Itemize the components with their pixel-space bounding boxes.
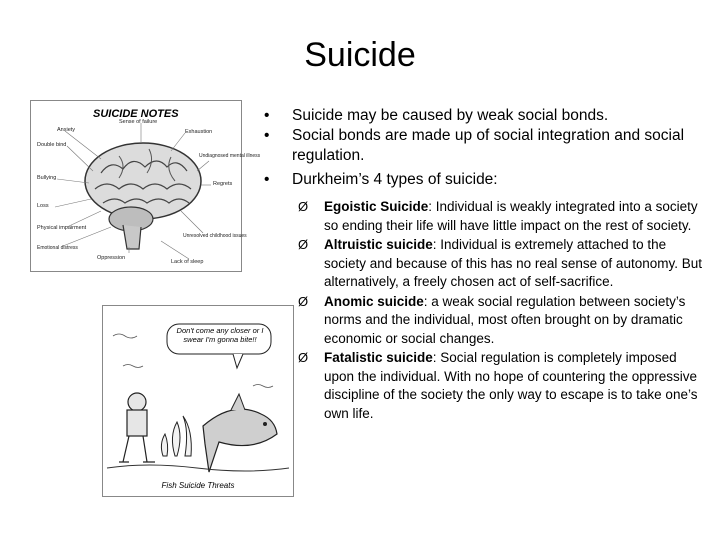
slide-title: Suicide <box>304 36 416 74</box>
arrow-marker: Ø <box>298 350 309 365</box>
brain-label: Undiagnosed mental illness <box>199 153 261 159</box>
suicide-type-desc: : Individual is extremely attached to the society and because of this has no real sense of autonomy. But alternatively, a freely chosen act of self-sacrifice. <box>324 237 702 289</box>
bullet-marker: • <box>264 127 270 144</box>
suicide-type-term: Egoistic Suicide <box>324 199 429 214</box>
brain-heading: SUICIDE NOTES <box>93 108 179 120</box>
suicide-notes-brain-image <box>30 100 261 272</box>
cartoon-speech: Don't come any closer or I swear I'm gonna bite!! <box>176 326 264 344</box>
bullet-marker: • <box>264 171 270 188</box>
brain-label: Anxiety <box>57 127 76 133</box>
suicide-type-item <box>262 236 702 292</box>
suicide-type-term: Fatalistic suicide <box>324 350 433 365</box>
arrow-marker: Ø <box>298 199 309 214</box>
brain-label: Oppression <box>97 255 126 261</box>
suicide-type-term: Altruistic suicide <box>324 237 433 252</box>
bullet-text: Suicide may be caused by weak social bonds. <box>292 107 609 124</box>
slide-body <box>262 106 702 424</box>
brain-illustration <box>31 101 261 271</box>
bullet-text: Durkheim’s 4 types of suicide: <box>292 171 498 188</box>
arrow-marker: Ø <box>298 237 309 252</box>
brain-label: Regrets <box>213 181 233 187</box>
brain-label: Lack of sleep <box>171 259 204 265</box>
brain-label: Sense of failure <box>119 119 158 125</box>
brain-label: Double bind <box>37 142 67 148</box>
brain-label: Exhaustion <box>185 129 213 135</box>
brain-label: Loss <box>37 203 49 209</box>
bullet-item <box>262 126 702 166</box>
brain-label: Unresolved childhood issues <box>183 233 247 239</box>
brain-label: Emotional distress <box>37 245 78 251</box>
suicide-types-list <box>262 198 702 423</box>
arrow-marker: Ø <box>298 293 309 309</box>
suicide-type-term: Anomic suicide <box>324 293 424 309</box>
bullet-marker: • <box>264 107 270 124</box>
suicide-type-desc: : a weak social regulation between society’s norms and the individual, most often brought on by dramatic economic or social changes. <box>324 293 686 346</box>
bullet-item <box>262 106 702 126</box>
suicide-type-desc: : Social regulation is completely imposed upon the individual. With no hope of countering the oppressive discipline of the society the only way to escape is to take one’s own life. <box>324 350 698 421</box>
suicide-type-item <box>262 293 702 349</box>
suicide-type-item <box>262 198 702 235</box>
suicide-type-item <box>262 349 702 423</box>
cartoon-caption: Fish Suicide Threats <box>161 481 235 490</box>
bullet-text: Social bonds are made up of social integration and social regulation. <box>292 127 685 164</box>
brain-label: Physical impairment <box>37 225 87 231</box>
suicide-type-desc: : Individual is weakly integrated into a society so ending their life will have little impact on the rest of society. <box>324 199 698 233</box>
brain-label: Bullying <box>37 175 57 181</box>
bullet-item <box>262 170 702 190</box>
